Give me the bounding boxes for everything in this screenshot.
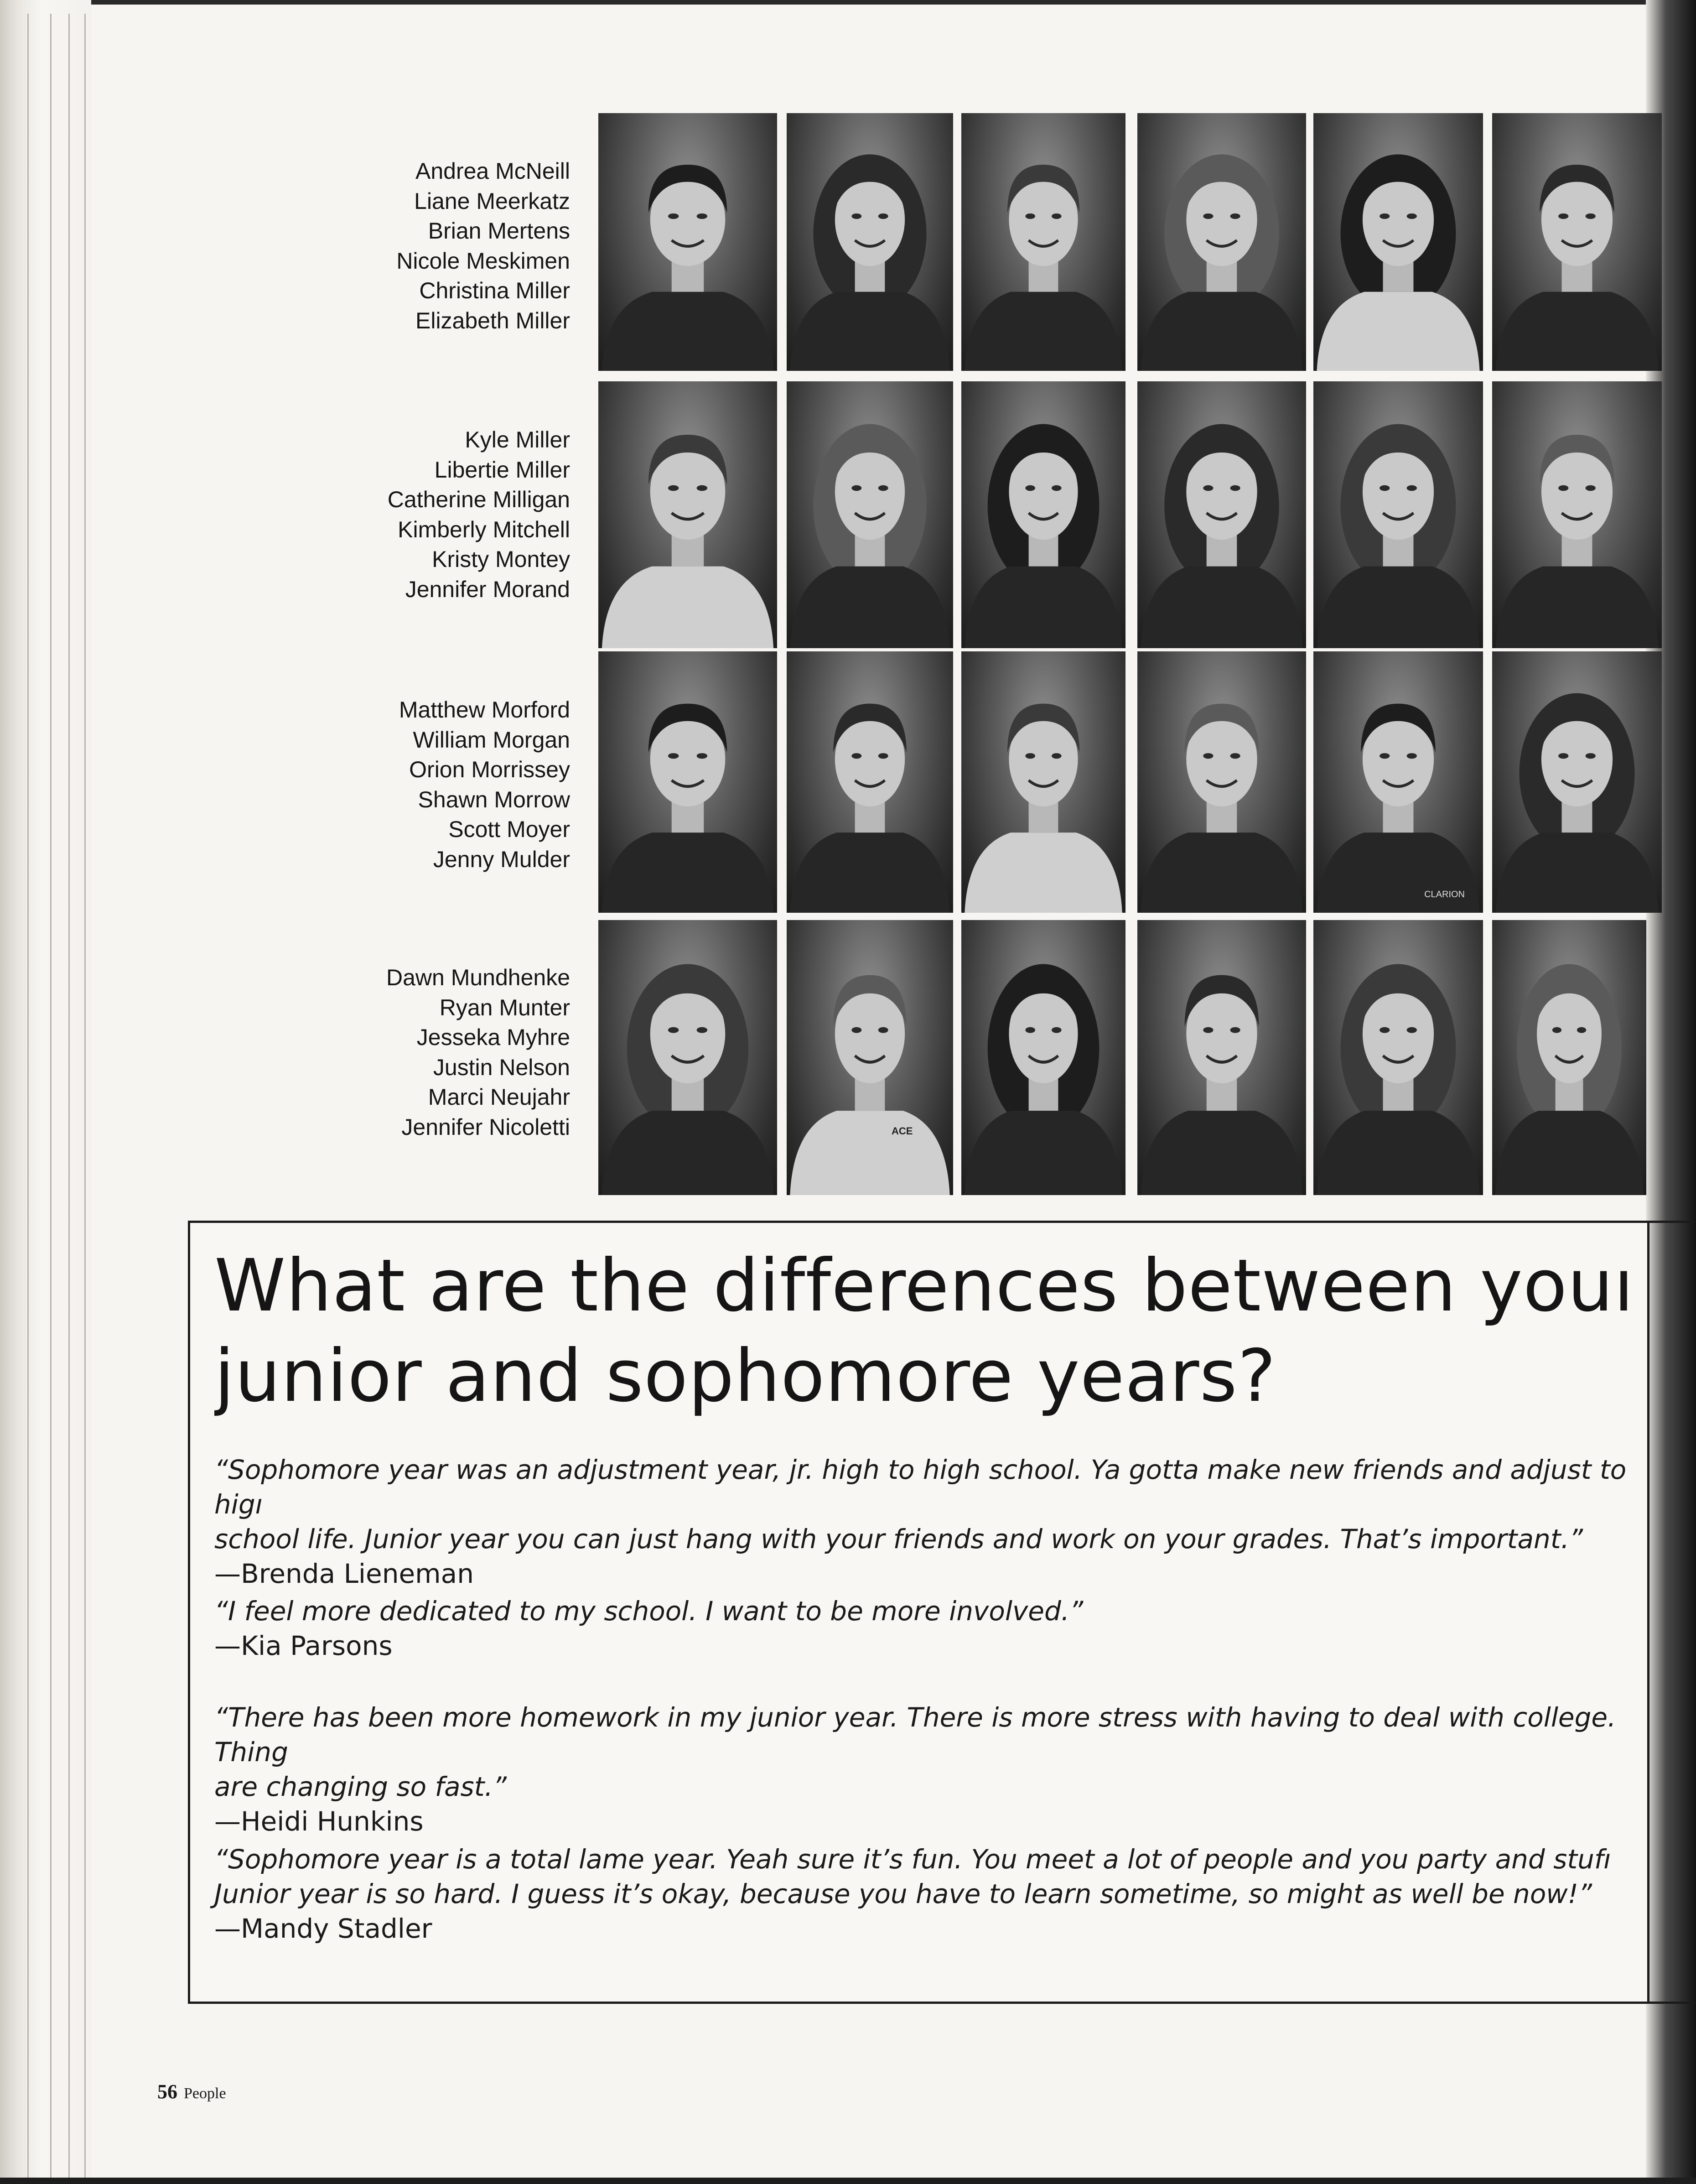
student-portrait: [1313, 651, 1483, 913]
student-portrait: [1137, 920, 1306, 1195]
quote-text: “There has been more homework in my junior year. There is more stress with having to deal with college. Thing are changing so fast.”: [214, 1702, 1616, 1802]
student-portrait: [598, 651, 777, 913]
portrait-figure: [787, 920, 953, 1195]
quote-block: [214, 1842, 1646, 1946]
portrait-figure: [787, 651, 953, 913]
student-portrait: [1137, 113, 1306, 371]
portrait-figure: [961, 381, 1125, 648]
student-name: Nicole Meskimen: [396, 248, 570, 274]
student-name: Brian Mertens: [428, 218, 570, 244]
student-name: Libertie Miller: [434, 457, 570, 483]
quote-text: “I feel more dedicated to my school. I want to be more involved.”: [214, 1596, 1084, 1627]
quote-text: “Sophomore year is a total lame year. Yeah sure it’s fun. You meet a lot of people and you party and stufı Junior year is so hard. I guess it’s okay, because you have to learn sometime, so might as well be now!”: [214, 1844, 1611, 1909]
student-portrait: [598, 920, 777, 1195]
student-name: Liane Meerkatz: [414, 188, 570, 214]
portrait-figure: [1137, 651, 1306, 913]
box-rule: [1649, 1221, 1695, 1223]
student-name: Ryan Munter: [439, 994, 570, 1020]
student-portrait: [961, 651, 1125, 913]
student-name: Andrea McNeill: [415, 158, 570, 184]
student-name: Justin Nelson: [433, 1054, 570, 1080]
student-portrait: [787, 381, 953, 648]
student-portrait: [1137, 381, 1306, 648]
page-bottom-edge: [0, 2178, 1696, 2184]
student-name: Kyle Miller: [465, 427, 570, 452]
student-portrait: [598, 113, 777, 371]
portrait-figure: [598, 651, 777, 913]
student-name: Kimberly Mitchell: [398, 516, 570, 542]
page-binding: [0, 0, 91, 2184]
student-name: Christina Miller: [419, 278, 570, 303]
headline-line: What are the differences between youı: [214, 1244, 1634, 1328]
portrait-figure: [1492, 381, 1662, 648]
student-name: Catherine Milligan: [387, 487, 570, 512]
portrait-figure: [598, 113, 777, 371]
page-footer: [157, 2080, 226, 2103]
student-name: Marci Neujahr: [428, 1084, 570, 1110]
portrait-figure: [1492, 113, 1662, 371]
student-portrait: [1492, 113, 1662, 371]
quote-author: —Brenda Lieneman: [214, 1558, 474, 1589]
student-name: Dawn Mundhenke: [386, 965, 570, 990]
shirt-logo-text: CLARION: [1424, 889, 1465, 900]
portrait-figure: [961, 920, 1125, 1195]
portrait-figure: [1313, 113, 1483, 371]
student-name: Orion Morrissey: [409, 757, 570, 782]
quote-author: —Kia Parsons: [214, 1630, 393, 1661]
headline-line: junior and sophomore years?: [214, 1334, 1276, 1418]
portrait-figure: [598, 920, 777, 1195]
student-portrait: [1313, 381, 1483, 648]
student-name: Jennifer Morand: [405, 576, 570, 602]
quote-block: [214, 1594, 1646, 1663]
student-portrait: [1137, 651, 1306, 913]
student-portrait: [787, 113, 953, 371]
student-name: Jenny Mulder: [433, 846, 570, 872]
student-portrait: [1492, 920, 1646, 1195]
quote-author: —Heidi Hunkins: [214, 1806, 424, 1837]
portrait-figure: [961, 113, 1125, 371]
student-portrait: [961, 920, 1125, 1195]
portrait-figure: [1313, 381, 1483, 648]
student-portrait: [1492, 381, 1662, 648]
box-rule: [1649, 2002, 1695, 2004]
portrait-figure: [1492, 651, 1662, 913]
student-name: Scott Moyer: [448, 816, 570, 842]
page-number: 56: [157, 2080, 177, 2103]
portrait-figure: [1313, 651, 1483, 913]
name-list: [319, 156, 570, 336]
student-name: Elizabeth Miller: [415, 307, 570, 333]
portrait-figure: [1492, 920, 1646, 1195]
student-name: Jennifer Nicoletti: [401, 1114, 570, 1140]
student-portrait: [1313, 920, 1483, 1195]
section-label: People: [184, 2085, 226, 2102]
student-portrait: [787, 651, 953, 913]
student-portrait: [787, 920, 953, 1195]
portrait-figure: [1313, 920, 1483, 1195]
student-name: Kristy Montey: [432, 546, 570, 572]
portrait-figure: [961, 651, 1125, 913]
student-name: Matthew Morford: [399, 697, 570, 723]
feature-headline: [214, 1241, 1646, 1421]
portrait-figure: [787, 381, 953, 648]
student-portrait: [961, 381, 1125, 648]
portrait-figure: [1137, 381, 1306, 648]
quote-block: [214, 1452, 1646, 1591]
quote-author: —Mandy Stadler: [214, 1913, 432, 1944]
student-portrait: [961, 113, 1125, 371]
portrait-figure: [1137, 113, 1306, 371]
student-portrait: [598, 381, 777, 648]
student-portrait: [1313, 113, 1483, 371]
portrait-figure: [787, 113, 953, 371]
portrait-figure: [1137, 920, 1306, 1195]
portrait-figure: [598, 381, 777, 648]
student-name: Shawn Morrow: [418, 786, 570, 812]
name-list: [319, 425, 570, 604]
shirt-print-text: ACE: [892, 1125, 913, 1137]
student-name: Jesseka Myhre: [416, 1024, 570, 1050]
quote-text: “Sophomore year was an adjustment year, jr. high to high school. Ya gotta make new friends and adjust to higı school life. Junior year you can just hang with your friends and work on your grades. That’s important.”: [214, 1454, 1627, 1555]
student-portrait: [1492, 651, 1662, 913]
name-list: [319, 695, 570, 874]
quote-block: [214, 1700, 1646, 1839]
name-list: [319, 963, 570, 1142]
student-name: William Morgan: [413, 727, 570, 753]
page-top-edge: [0, 0, 1696, 5]
